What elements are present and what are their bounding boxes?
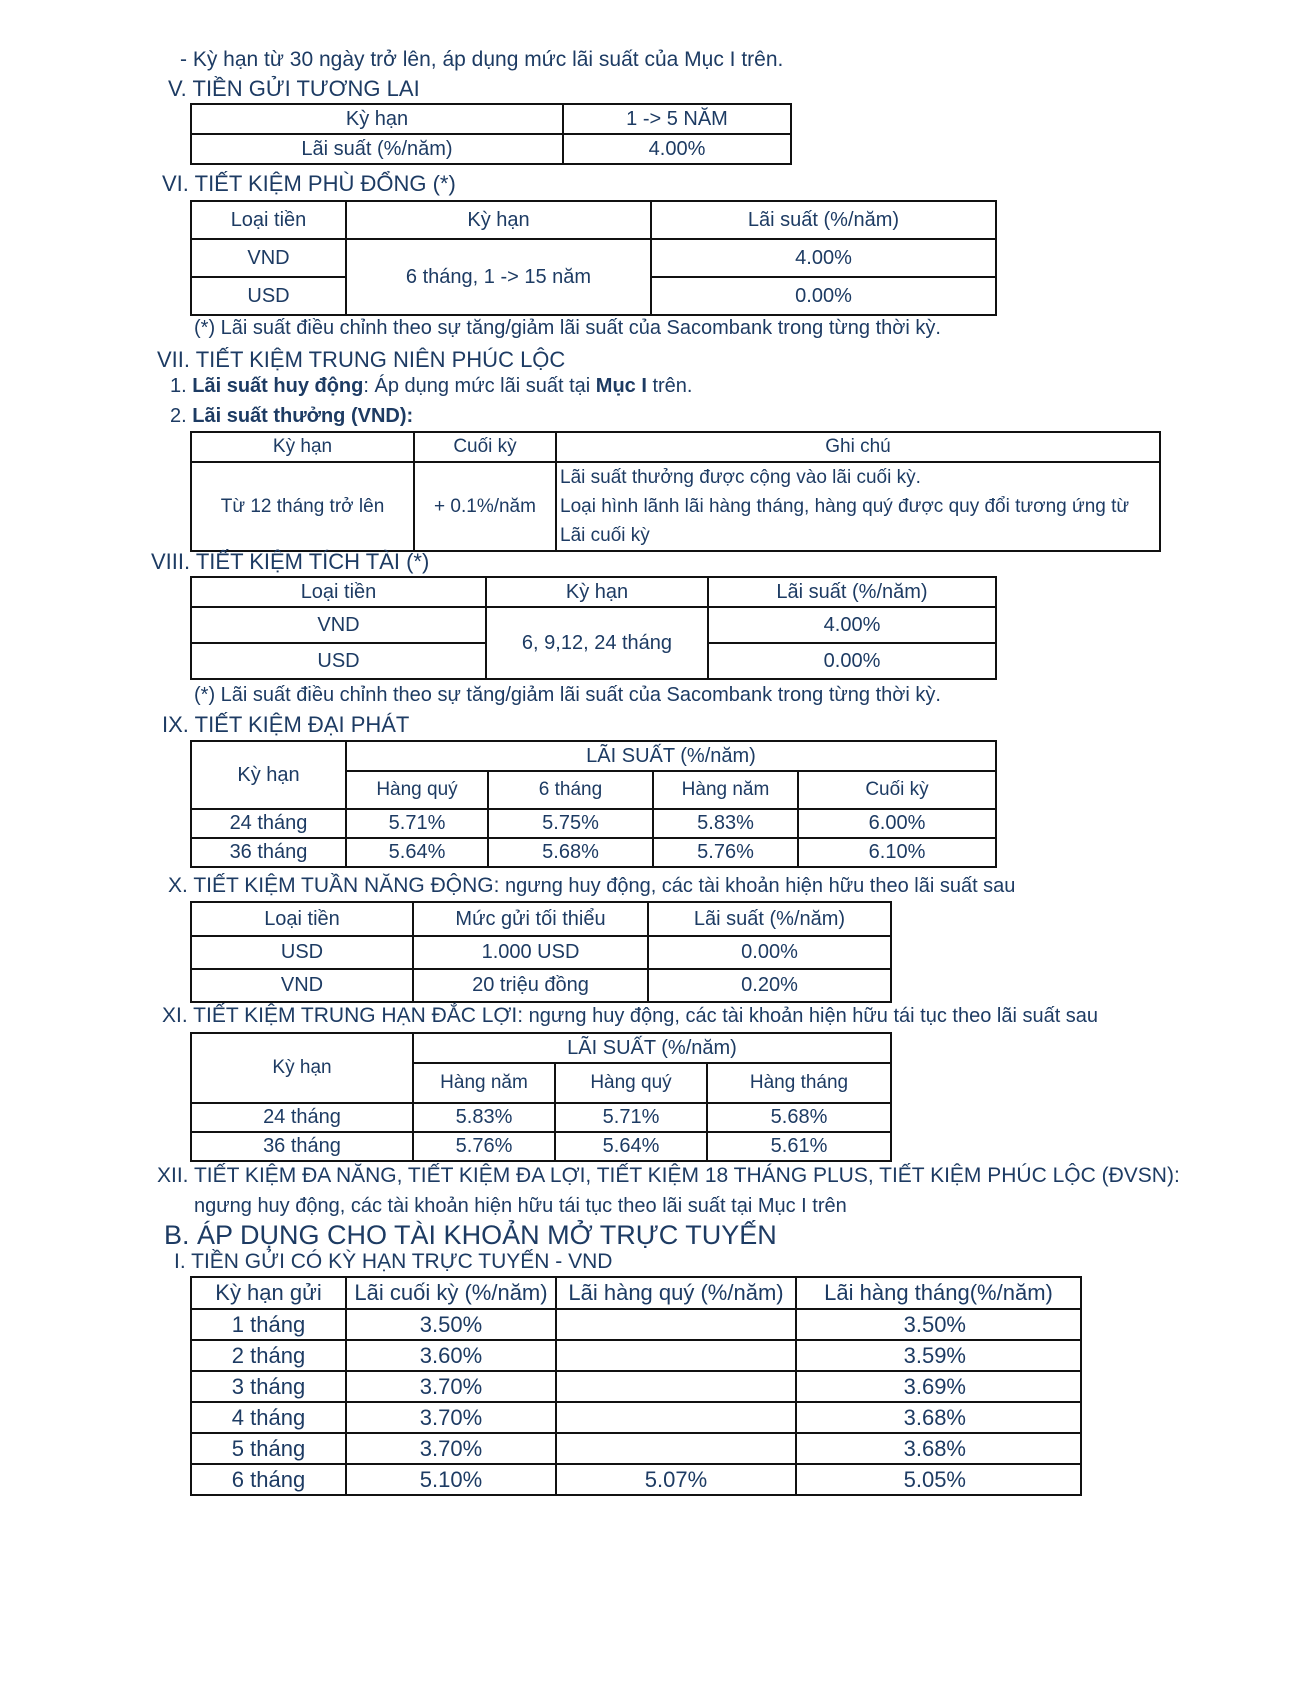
table-cell: 5.05% bbox=[796, 1464, 1081, 1495]
table-cell bbox=[556, 1433, 796, 1464]
section-xi-note: ngưng huy động, các tài khoản hiện hữu tái tục theo lãi suất sau bbox=[523, 1005, 1099, 1027]
footnote: (*) Lãi suất điều chỉnh theo sự tăng/giảm lãi suất của Sacombank trong từng thời kỳ. bbox=[194, 317, 941, 339]
table-cell: 5.75% bbox=[488, 809, 653, 838]
table-cell: Từ 12 tháng trở lên bbox=[191, 462, 414, 551]
emphasis: Lãi suất huy động bbox=[192, 375, 364, 397]
list-item bbox=[170, 374, 692, 398]
table-header: Lãi suất (%/năm) bbox=[651, 201, 996, 239]
note-line: Loại hình lãnh lãi hàng tháng, hàng quý được quy đổi tương ứng từ bbox=[560, 496, 1130, 517]
table-header: Lãi suất (%/năm) bbox=[648, 902, 891, 936]
table-cell bbox=[556, 1309, 796, 1340]
dac-loi-table bbox=[190, 1032, 892, 1162]
section-x-title: TIẾT KIỆM TUẦN NĂNG ĐỘNG: bbox=[193, 874, 500, 897]
table-cell: 3.59% bbox=[796, 1340, 1081, 1371]
intro-line: - Kỳ hạn từ 30 ngày trở lên, áp dụng mức lãi suất của Mục I trên. bbox=[180, 48, 784, 71]
list-item bbox=[170, 404, 413, 428]
table-cell: 24 tháng bbox=[191, 809, 346, 838]
part-b-sub-title: TIỀN GỬI CÓ KỲ HẠN TRỰC TUYẾN - VND bbox=[191, 1250, 613, 1273]
table-cell: 5 tháng bbox=[191, 1433, 346, 1464]
table-cell: 3.70% bbox=[346, 1433, 556, 1464]
table-cell: 5.64% bbox=[555, 1132, 707, 1161]
table-cell bbox=[556, 1340, 796, 1371]
table-cell: 5.64% bbox=[346, 838, 488, 867]
table-cell: USD bbox=[191, 277, 346, 315]
table-header: LÃI SUẤT (%/năm) bbox=[346, 741, 996, 771]
section-vii-heading bbox=[157, 347, 565, 373]
table-cell: 4 tháng bbox=[191, 1402, 346, 1433]
section-ix-title: TIẾT KIỆM ĐẠI PHÁT bbox=[194, 712, 410, 737]
table-cell: 36 tháng bbox=[191, 838, 346, 867]
table-cell: VND bbox=[191, 607, 486, 643]
future-deposit-table bbox=[190, 103, 792, 165]
table-header: Kỳ hạn gửi bbox=[191, 1277, 346, 1309]
table-header: Loại tiền bbox=[191, 902, 413, 936]
table-header: Loại tiền bbox=[191, 201, 346, 239]
table-cell: 36 tháng bbox=[191, 1132, 413, 1161]
table-cell: 3.69% bbox=[796, 1371, 1081, 1402]
table-cell: VND bbox=[191, 969, 413, 1002]
table-cell: 4.00% bbox=[563, 134, 791, 164]
table-header: Kỳ hạn bbox=[346, 201, 651, 239]
list-number: 2. bbox=[170, 405, 187, 427]
table-cell: 5.68% bbox=[488, 838, 653, 867]
table-cell: 6.10% bbox=[798, 838, 996, 867]
table-cell: 20 triệu đồng bbox=[413, 969, 648, 1002]
note-line: Lãi cuối kỳ bbox=[560, 525, 650, 546]
section-v-heading bbox=[168, 76, 420, 102]
table-cell: 5.71% bbox=[555, 1103, 707, 1132]
note-line: Lãi suất thưởng được cộng vào lãi cuối kỳ. bbox=[560, 467, 921, 488]
section-vi-number: VI. bbox=[162, 171, 189, 196]
table-cell: 5.76% bbox=[413, 1132, 555, 1161]
table-header: Loại tiền bbox=[191, 577, 486, 607]
section-v-title: TIỀN GỬI TƯƠNG LAI bbox=[192, 76, 420, 101]
table-cell: 3.50% bbox=[346, 1309, 556, 1340]
section-v-number: V. bbox=[168, 76, 187, 101]
notes-cell bbox=[556, 462, 1160, 551]
table-cell: USD bbox=[191, 643, 486, 679]
section-xi-heading bbox=[162, 1003, 1098, 1029]
table-header: Lãi suất (%/năm) bbox=[708, 577, 996, 607]
table-cell: 3.70% bbox=[346, 1371, 556, 1402]
table-cell: 5.10% bbox=[346, 1464, 556, 1495]
section-vii-title: TIẾT KIỆM TRUNG NIÊN PHÚC LỘC bbox=[195, 347, 566, 372]
table-header: LÃI SUẤT (%/năm) bbox=[413, 1033, 891, 1063]
table-cell: 5.83% bbox=[413, 1103, 555, 1132]
section-xii-note: ngưng huy động, các tài khoản hiện hữu tái tục theo lãi suất tại Mục I trên bbox=[194, 1195, 847, 1217]
table-cell: 24 tháng bbox=[191, 1103, 413, 1132]
table-cell: VND bbox=[191, 239, 346, 277]
part-b-sub-number: I. bbox=[174, 1250, 186, 1273]
table-cell: 6, 9,12, 24 tháng bbox=[486, 607, 708, 679]
table-cell: 2 tháng bbox=[191, 1340, 346, 1371]
emphasis: Mục I bbox=[595, 375, 647, 397]
table-cell: 5.68% bbox=[707, 1103, 891, 1132]
table-cell: 5.07% bbox=[556, 1464, 796, 1495]
table-header: Lãi hàng tháng(%/năm) bbox=[796, 1277, 1081, 1309]
section-x-number: X. bbox=[168, 874, 188, 897]
table-cell bbox=[556, 1402, 796, 1433]
section-xii-title: TIẾT KIỆM ĐA NĂNG, TIẾT KIỆM ĐA LỢI, TIẾT KIỆM 18 THÁNG PLUS, TIẾT KIỆM PHÚC LỘC (ĐVSN): bbox=[193, 1164, 1180, 1187]
section-vi-title: TIẾT KIỆM PHÙ ĐỔNG (*) bbox=[194, 171, 456, 196]
table-cell: 6 tháng, 1 -> 15 năm bbox=[346, 239, 651, 315]
table-header: 6 tháng bbox=[488, 771, 653, 809]
table-header: Hàng năm bbox=[653, 771, 798, 809]
section-xi-number: XI. bbox=[162, 1004, 188, 1027]
text: : Áp dụng mức lãi suất tại bbox=[363, 375, 596, 397]
table-cell: 0.00% bbox=[648, 936, 891, 969]
section-x-note: ngưng huy động, các tài khoản hiện hữu theo lãi suất sau bbox=[499, 875, 1016, 897]
section-viii-heading bbox=[151, 549, 429, 575]
part-b-subheading bbox=[174, 1249, 612, 1275]
table-cell: 3.70% bbox=[346, 1402, 556, 1433]
table-cell: 4.00% bbox=[651, 239, 996, 277]
table-cell: 1 tháng bbox=[191, 1309, 346, 1340]
text: trên. bbox=[646, 375, 693, 397]
table-cell: Kỳ hạn bbox=[191, 104, 563, 134]
table-cell: Lãi suất (%/năm) bbox=[191, 134, 563, 164]
section-xi-title: TIẾT KIỆM TRUNG HẠN ĐẮC LỢI: bbox=[193, 1004, 524, 1027]
dai-phat-table bbox=[190, 740, 997, 868]
table-cell: 6.00% bbox=[798, 809, 996, 838]
table-header: Hàng năm bbox=[413, 1063, 555, 1103]
table-header: Hàng quý bbox=[346, 771, 488, 809]
table-cell: 5.83% bbox=[653, 809, 798, 838]
list-number: 1. bbox=[170, 375, 187, 397]
table-header: Lãi cuối kỳ (%/năm) bbox=[346, 1277, 556, 1309]
tich-tai-table bbox=[190, 576, 997, 680]
table-header: Kỳ hạn bbox=[191, 432, 414, 462]
section-xii-number: XII. bbox=[157, 1164, 189, 1187]
table-cell: 3 tháng bbox=[191, 1371, 346, 1402]
bonus-rate-table bbox=[190, 431, 1161, 552]
table-header: Hàng quý bbox=[555, 1063, 707, 1103]
table-cell: 5.71% bbox=[346, 809, 488, 838]
table-header: Hàng tháng bbox=[707, 1063, 891, 1103]
table-cell: 5.61% bbox=[707, 1132, 891, 1161]
section-xii-heading bbox=[157, 1163, 1180, 1189]
table-header: Lãi hàng quý (%/năm) bbox=[556, 1277, 796, 1309]
table-cell: 0.20% bbox=[648, 969, 891, 1002]
section-viii-title: TIẾT KIỆM TÍCH TÀI (*) bbox=[195, 549, 430, 574]
section-ix-heading bbox=[162, 712, 409, 738]
footnote: (*) Lãi suất điều chỉnh theo sự tăng/giảm lãi suất của Sacombank trong từng thời kỳ. bbox=[194, 684, 941, 706]
part-b-title: B. ÁP DỤNG CHO TÀI KHOẢN MỞ TRỰC TUYẾN bbox=[164, 1220, 777, 1250]
table-cell: 0.00% bbox=[651, 277, 996, 315]
table-cell: USD bbox=[191, 936, 413, 969]
table-cell: + 0.1%/năm bbox=[414, 462, 556, 551]
table-header: Mức gửi tối thiểu bbox=[413, 902, 648, 936]
phu-dong-table bbox=[190, 200, 997, 316]
table-cell: 1.000 USD bbox=[413, 936, 648, 969]
table-cell: 4.00% bbox=[708, 607, 996, 643]
table-cell: 3.68% bbox=[796, 1433, 1081, 1464]
emphasis: Lãi suất thưởng (VND): bbox=[192, 405, 414, 427]
section-vi-heading bbox=[162, 171, 456, 197]
table-cell: 0.00% bbox=[708, 643, 996, 679]
table-header: Cuối kỳ bbox=[798, 771, 996, 809]
table-header: Kỳ hạn bbox=[191, 1033, 413, 1103]
section-x-heading bbox=[168, 873, 1015, 899]
table-cell: 1 -> 5 NĂM bbox=[563, 104, 791, 134]
table-cell: 3.50% bbox=[796, 1309, 1081, 1340]
table-cell bbox=[556, 1371, 796, 1402]
table-header: Cuối kỳ bbox=[414, 432, 556, 462]
table-cell: 3.68% bbox=[796, 1402, 1081, 1433]
table-header: Ghi chú bbox=[556, 432, 1160, 462]
table-cell: 5.76% bbox=[653, 838, 798, 867]
table-cell: 3.60% bbox=[346, 1340, 556, 1371]
table-header: Kỳ hạn bbox=[486, 577, 708, 607]
section-vii-number: VII. bbox=[157, 347, 191, 372]
online-deposit-table bbox=[190, 1276, 1082, 1496]
section-viii-number: VIII. bbox=[151, 549, 191, 574]
table-header: Kỳ hạn bbox=[191, 741, 346, 809]
tuan-nang-dong-table bbox=[190, 901, 892, 1003]
section-ix-number: IX. bbox=[162, 712, 189, 737]
table-cell: 6 tháng bbox=[191, 1464, 346, 1495]
